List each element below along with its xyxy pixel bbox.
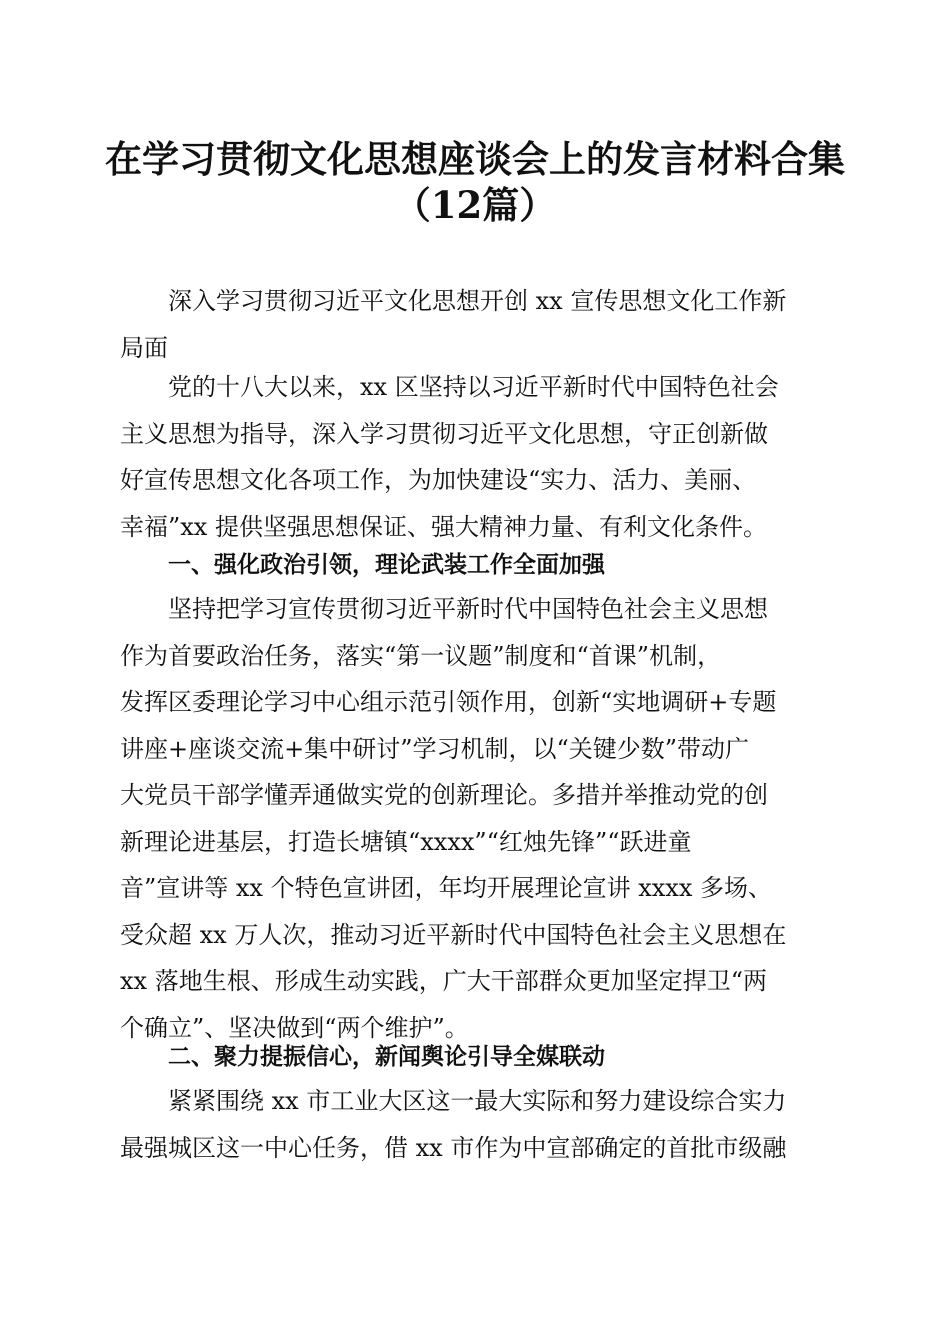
article-subtitle xyxy=(120,278,830,371)
text-line: 坚持把学习宣传贯彻习近平新时代中国特色社会主义思想 xyxy=(168,595,768,623)
text-line: 新理论进基层，打造长塘镇“xxxx”“红烛先锋”“跃进童 xyxy=(120,827,692,856)
section-heading-2: 二、聚力提振信心，新闻舆论引导全媒联动 xyxy=(168,1044,605,1070)
text-line: 最强城区这一中心任务，借 xx 市作为中宣部确定的首批市级融 xyxy=(120,1133,787,1162)
section-heading-1: 一、强化政治引领，理论武装工作全面加强 xyxy=(168,552,605,578)
text-line: 作为首要政治任务，落实“第一议题”制度和“首课”机制， xyxy=(120,641,722,670)
text-line: xx 落地生根、形成生动实践，广大干部群众更加坚定捍卫“两 xyxy=(120,967,767,995)
text-line: 主义思想为指导，深入学习贯彻习近平文化思想，守正创新做 xyxy=(120,419,768,448)
text-line: 深入学习贯彻习近平文化思想开创 xx 宣传思想文化工作新 xyxy=(168,287,787,315)
text-line: 紧紧围绕 xx 市工业大区这一最大实际和努力建设综合实力 xyxy=(168,1087,787,1115)
text-line: 发挥区委理论学习中心组示范引领作用，创新“实地调研+专题 xyxy=(120,688,777,716)
text-line: 个确立”、坚决做到“两个维护”。 xyxy=(120,1013,469,1042)
text-line: 讲座+座谈交流+集中研讨”学习机制，以“关键少数”带动广 xyxy=(120,734,750,763)
text-line: 局面 xyxy=(120,333,168,362)
text-line: 党的十八大以来，xx 区坚持以习近平新时代中国特色社会 xyxy=(168,373,779,401)
section2-paragraph xyxy=(120,1078,830,1171)
text-line: 幸福”xx 提供坚强思想保证、强大精神力量、有利文化条件。 xyxy=(120,512,767,541)
document-title-line2: （12篇） xyxy=(393,183,557,227)
text-line: 音”宣讲等 xx 个特色宣讲团，年均开展理论宣讲 xxxx 多场、 xyxy=(120,874,772,902)
document-title-line1: 在学习贯彻文化思想座谈会上的发言材料合集 xyxy=(105,137,845,181)
intro-paragraph xyxy=(120,364,830,550)
text-line: 好宣传思想文化各项工作，为加快建设“实力、活力、美丽、 xyxy=(120,466,757,494)
text-line: 大党员干部学懂弄通做实党的创新理论。多措并举推动党的创 xyxy=(120,781,768,809)
section1-paragraph xyxy=(120,586,830,1051)
text-line: 受众超 xx 万人次，推动习近平新时代中国特色社会主义思想在 xyxy=(120,920,787,949)
